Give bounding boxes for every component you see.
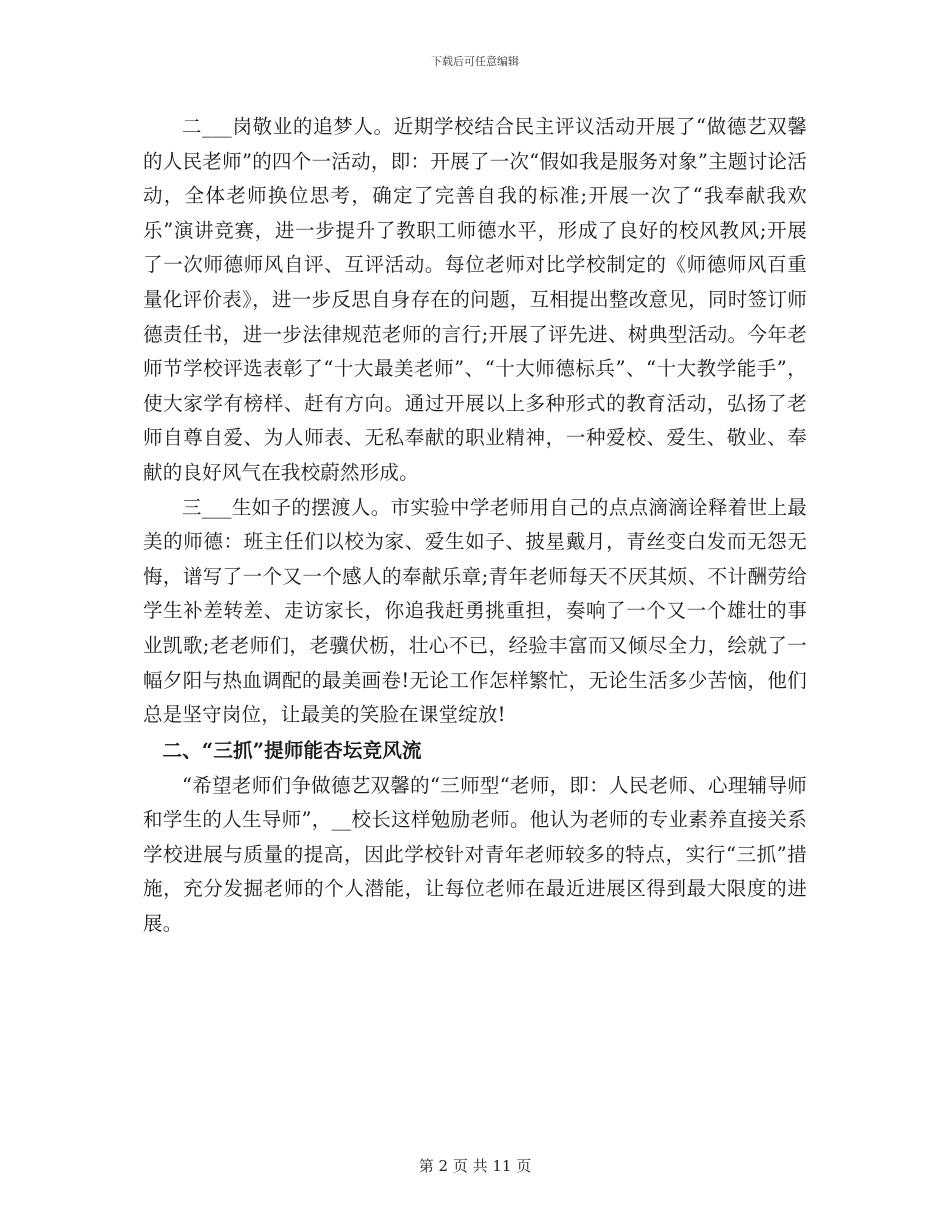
paragraph-dedication: 二___岗敬业的追梦人。近期学校结合民主评议活动开展了“做德艺双馨的人民老师”的四个一活动，即：开展了一次“假如我是服务对象”主题讨论活动，全体老师换位思考，确定了完善自我的标准;开展一次了“我奉献我欢乐”演讲竞赛，进一步提升了教职工师德水平，形成了良好的校风教风;开展了一次师德师风自评、互评活动。每位老师对比学校制定的《师德师风百重量化评价表》，进一步反思自身存在的问题，互相提出整改意见，同时签订师德责任书，进一步法律规范老师的言行;开展了评先进、树典型活动。今年老师节学校评选表彰了“十大最美老师”、“十大师德标兵”、“十大教学能手”，使大家学有榜样、赶有方向。通过开展以上多种形式的教育活动，弘扬了老师自尊自爱、为人师表、无私奉献的职业精神，一种爱校、爱生、敬业、奉献的良好风气在我校蔚然形成。 (143, 115, 807, 484)
page-number: 第 2 页 共 11 页 (418, 1157, 532, 1175)
document-body (143, 110, 807, 942)
paragraph-care-for-students: 三___生如子的摆渡人。市实验中学老师用自己的点点滴滴诠释着世上最美的师德：班主任们以校为家、爱生如子、披星戴月，青丝变白发而无怨无悔，谱写了一个又一个感人的奉献乐章;青年老师每天不厌其烦、不计酬劳给学生补差转差、走访家长，你追我赶勇挑重担，奏响了一个又一个雄壮的事业凯歌;老老师们，老骥伏枥，壮心不已，经验丰富而又倾尽全力，绘就了一幅夕阳与热血调配的最美画卷!无论工作怎样繁忙，无论生活多少苦恼，他们总是坚守岗位，让最美的笑脸在课堂绽放! (143, 495, 807, 727)
section-heading: 二、“三抓”提师能杏坛竞风流 (162, 738, 422, 762)
page-header-note: 下载后可任意编辑 (431, 55, 519, 68)
paragraph-three-measures: “希望老师们争做德艺双馨的“三师型“老师，即：人民老师、心理辅导师和学生的人生导师”，__校长这样勉励老师。他认为老师的专业素养直接关系学校进展与质量的提高，因此学校针对青年老师较多的特点，实行“三抓”措施，充分发掘老师的个人潜能，让每位老师在最近进展区得到最大限度的进展。 (143, 773, 807, 936)
